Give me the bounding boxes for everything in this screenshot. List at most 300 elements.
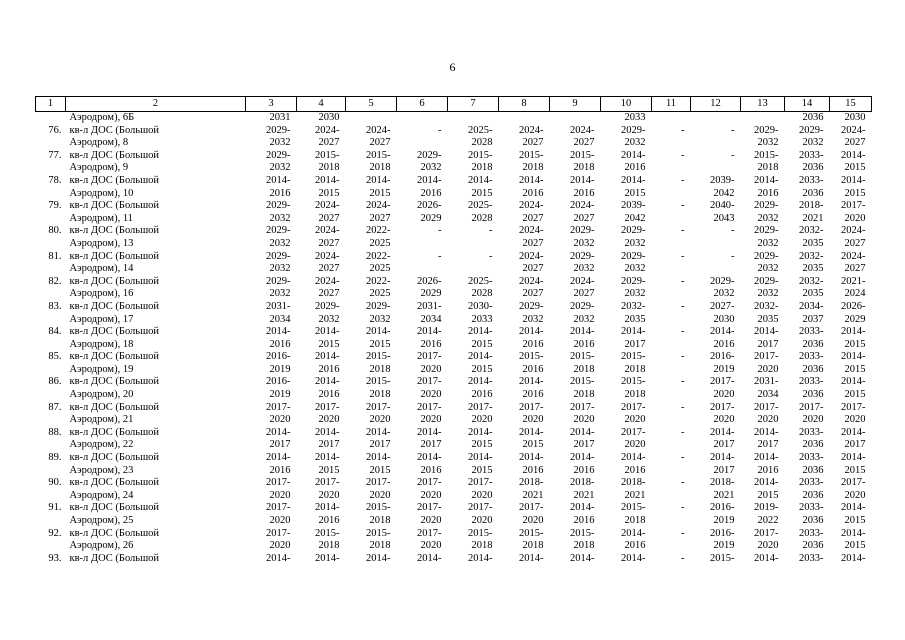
object-name-cell: Аэродром), 22 [69, 439, 134, 451]
year-range-cell: 2016 [573, 464, 595, 476]
year-range-cell: 2036 [802, 489, 824, 501]
year-range-cell [397, 238, 448, 251]
object-name-cell: кв-л ДОС (Большой [69, 452, 160, 464]
object-name-cell: Аэродром), 10 [69, 187, 134, 199]
year-range-cell: 2017- [710, 376, 735, 388]
year-range-cell: 2017- [754, 401, 779, 413]
year-range-cell: 2015 [844, 515, 866, 526]
year-range-cell: - [681, 552, 685, 564]
table-row [36, 162, 872, 175]
table-row [36, 528, 872, 541]
table-row [36, 137, 872, 150]
year-range-cell: 2017- [417, 351, 442, 363]
year-range-cell [652, 238, 691, 251]
year-range-cell: 2016 [420, 338, 442, 350]
year-range-cell: 2015- [315, 527, 340, 539]
year-range-cell: 2032- [754, 300, 779, 312]
year-range-cell: 2020 [369, 414, 391, 426]
year-range-cell: 2020 [369, 489, 391, 501]
year-range-cell [652, 364, 691, 377]
year-range-cell: 2030 [844, 112, 866, 123]
table-row [36, 502, 872, 515]
year-range-cell: 2016 [269, 338, 291, 350]
year-range-cell [652, 389, 691, 402]
year-range-cell: 2015 [844, 540, 866, 552]
year-range-cell: 2020 [420, 540, 442, 552]
object-name-cell: кв-л ДОС (Большой [69, 527, 160, 539]
table-row [36, 301, 872, 314]
object-name-cell: кв-л ДОС (Большой [69, 477, 160, 489]
year-range-cell: 2024- [570, 124, 595, 136]
year-range-cell: 2016 [573, 187, 595, 199]
year-range-cell: 2016 [522, 464, 544, 476]
column-header-15: 15 [830, 97, 872, 112]
year-range-cell: 2014- [315, 452, 340, 464]
year-range-cell: 2020 [420, 363, 442, 375]
year-range-cell: 2029- [266, 225, 291, 237]
year-range-cell: 2030 [713, 313, 735, 325]
year-range-cell: 2017- [417, 401, 442, 413]
year-range-cell: - [681, 376, 685, 388]
year-range-cell: 2016 [522, 338, 544, 350]
year-range-cell: 2014- [468, 452, 493, 464]
row-number-cell [36, 314, 66, 327]
year-range-cell: 2029- [570, 225, 595, 237]
year-range-cell [691, 238, 741, 251]
column-header-8: 8 [499, 97, 550, 112]
year-range-cell: 2017- [266, 401, 291, 413]
table-row [36, 112, 872, 125]
year-range-cell: 2016- [266, 351, 291, 363]
year-range-cell: 2027 [573, 137, 595, 149]
year-range-cell: 2015 [757, 489, 779, 501]
year-range-cell [448, 263, 499, 276]
year-range-cell: 2014- [315, 552, 340, 564]
year-range-cell: 2024- [519, 124, 544, 136]
year-range-cell: 2022- [366, 225, 391, 237]
year-range-cell: 2027 [369, 212, 391, 224]
year-range-cell: 2036 [802, 540, 824, 552]
object-name-cell: Аэродром), 20 [69, 389, 134, 401]
year-range-cell: 2014- [366, 326, 391, 338]
table-row [36, 389, 872, 402]
year-range-cell: 2037 [802, 313, 824, 325]
year-range-cell: 2025- [468, 124, 493, 136]
year-range-cell: - [731, 225, 735, 237]
object-name-cell: Аэродром), 11 [69, 212, 133, 224]
table-row [36, 553, 872, 566]
column-header-4: 4 [297, 97, 346, 112]
year-range-cell [691, 263, 741, 276]
column-header-13: 13 [741, 97, 785, 112]
row-number-cell: 83. [48, 300, 62, 312]
table-row [36, 200, 872, 213]
year-range-cell: 2025- [468, 200, 493, 212]
year-range-cell: 2022 [757, 515, 779, 526]
year-range-cell: 2015 [844, 338, 866, 350]
year-range-cell: 2018 [318, 540, 340, 552]
table-row [36, 339, 872, 352]
year-range-cell: 2020 [318, 414, 340, 426]
table-row [36, 376, 872, 389]
year-range-cell: 2027 [318, 137, 340, 149]
year-range-cell: 2014- [315, 326, 340, 338]
row-number-cell: 77. [48, 149, 62, 161]
year-range-cell: 2016- [710, 502, 735, 514]
year-range-cell: 2017- [570, 401, 595, 413]
year-range-cell: 2017- [621, 401, 646, 413]
year-range-cell: 2014- [841, 351, 866, 363]
year-range-cell: 2017- [417, 376, 442, 388]
year-range-cell: 2032- [799, 275, 824, 287]
year-range-cell: 2015 [369, 338, 391, 350]
row-number-cell [36, 162, 66, 175]
year-range-cell: 2032 [624, 263, 646, 275]
object-name-cell: Аэродром), 6Б [69, 112, 135, 123]
year-range-cell: 2015 [471, 338, 493, 350]
table-row [36, 364, 872, 377]
year-range-cell: 2017- [754, 527, 779, 539]
year-range-cell: 2014- [621, 452, 646, 464]
year-range-cell: 2014- [841, 552, 866, 564]
year-range-cell: 2029- [621, 225, 646, 237]
year-range-cell: 2036 [802, 439, 824, 451]
year-range-cell: 2025 [369, 237, 391, 249]
year-range-cell: 2027 [522, 137, 544, 149]
year-range-cell [741, 112, 785, 125]
year-range-cell: 2014- [621, 149, 646, 161]
year-range-cell: 2014- [366, 426, 391, 438]
year-range-cell: 2018- [519, 477, 544, 489]
year-range-cell: 2014- [841, 452, 866, 464]
year-range-cell: 2016 [318, 389, 340, 401]
year-range-cell: 2029- [266, 250, 291, 262]
year-range-cell: 2020 [471, 414, 493, 426]
year-range-cell: 2018 [471, 540, 493, 552]
year-range-cell: 2035 [802, 263, 824, 275]
column-header-2: 2 [66, 97, 246, 112]
year-range-cell: - [489, 225, 493, 237]
year-range-cell [652, 213, 691, 226]
row-number-cell [36, 137, 66, 150]
year-range-cell: 2014- [841, 426, 866, 438]
year-range-cell: 2032 [269, 263, 291, 275]
year-range-cell: 2021- [841, 275, 866, 287]
year-range-cell: 2029- [366, 300, 391, 312]
year-range-cell: 2025 [369, 263, 391, 275]
year-range-cell: 2015- [754, 149, 779, 161]
year-range-cell: 2031 [269, 112, 291, 123]
year-range-cell: 2016 [522, 363, 544, 375]
year-range-cell: 2019 [713, 515, 735, 526]
year-range-cell: 2014- [570, 552, 595, 564]
year-range-cell: 2034 [420, 313, 442, 325]
year-range-cell: 2017- [417, 477, 442, 489]
year-range-cell [652, 314, 691, 327]
year-range-cell: 2018 [369, 515, 391, 526]
year-range-cell: 2018 [573, 363, 595, 375]
year-range-cell: 2018- [570, 477, 595, 489]
year-range-cell: 2017- [519, 502, 544, 514]
year-range-cell: 2014- [621, 552, 646, 564]
object-name-cell: кв-л ДОС (Большой [69, 250, 160, 262]
year-range-cell [652, 515, 691, 528]
year-range-cell: 2027 [318, 237, 340, 249]
year-range-cell: 2015- [519, 351, 544, 363]
year-range-cell: 2018 [522, 540, 544, 552]
year-range-cell: 2015- [366, 376, 391, 388]
year-range-cell: 2014- [570, 174, 595, 186]
table-row [36, 351, 872, 364]
year-range-cell: 2016 [522, 389, 544, 401]
year-range-cell: 2020 [522, 515, 544, 526]
year-range-cell: 2014- [315, 426, 340, 438]
year-range-cell: 2015- [366, 149, 391, 161]
year-range-cell: 2028 [471, 288, 493, 300]
row-number-cell [36, 213, 66, 226]
object-name-cell: кв-л ДОС (Большой [69, 124, 160, 136]
year-range-cell: 2017- [266, 527, 291, 539]
year-range-cell: 2017 [624, 338, 646, 350]
year-range-cell: 2015 [318, 464, 340, 476]
year-range-cell [652, 465, 691, 478]
row-number-cell: 90. [48, 477, 62, 489]
year-range-cell: 2024- [315, 275, 340, 287]
year-range-cell: 2014- [841, 527, 866, 539]
year-range-cell: 2018 [624, 363, 646, 375]
year-range-cell: 2017 [420, 439, 442, 451]
table-row [36, 213, 872, 226]
year-range-cell: 2020 [802, 414, 824, 426]
year-range-cell: 2014- [519, 376, 544, 388]
year-range-cell: 2016 [522, 187, 544, 199]
year-range-cell: 2014- [417, 426, 442, 438]
year-range-cell [397, 263, 448, 276]
year-range-cell: - [681, 426, 685, 438]
year-range-cell: 2014- [417, 174, 442, 186]
year-range-cell [652, 540, 691, 553]
year-range-cell: 2035 [624, 313, 646, 325]
year-range-cell [652, 162, 691, 175]
year-range-cell: 2016 [420, 187, 442, 199]
year-range-cell: 2020 [713, 389, 735, 401]
year-range-cell: 2032 [269, 212, 291, 224]
year-range-cell: 2022- [366, 275, 391, 287]
year-range-cell: 2020 [420, 389, 442, 401]
year-range-cell [652, 137, 691, 150]
year-range-cell: 2014- [621, 174, 646, 186]
year-range-cell: 2016 [624, 540, 646, 552]
year-range-cell: 2015 [844, 187, 866, 199]
year-range-cell: 2017 [269, 439, 291, 451]
year-range-cell: 2017 [713, 464, 735, 476]
year-range-cell: 2026- [841, 300, 866, 312]
year-range-cell: 2029- [519, 300, 544, 312]
year-range-cell: 2015- [570, 527, 595, 539]
year-range-cell: 2020 [757, 363, 779, 375]
object-name-cell: Аэродром), 8 [69, 137, 129, 149]
year-range-cell: 2020 [757, 414, 779, 426]
year-range-cell: 2015 [844, 389, 866, 401]
year-range-cell: 2015 [844, 162, 866, 174]
year-range-cell: 2027 [318, 288, 340, 300]
row-number-cell [36, 238, 66, 251]
row-number-cell: 76. [48, 124, 62, 136]
table-row [36, 540, 872, 553]
table-row [36, 402, 872, 415]
year-range-cell: 2017- [417, 502, 442, 514]
year-range-cell [448, 238, 499, 251]
year-range-cell: 2029- [754, 250, 779, 262]
row-number-cell: 80. [48, 225, 62, 237]
year-range-cell: 2014- [570, 426, 595, 438]
year-range-cell: 2015- [366, 502, 391, 514]
year-range-cell: 2014- [570, 502, 595, 514]
year-range-cell: 2018 [522, 162, 544, 174]
year-range-cell: 2036 [802, 464, 824, 476]
year-range-cell: 2016- [710, 527, 735, 539]
year-range-cell: 2019 [269, 389, 291, 401]
year-range-cell: 2021 [802, 212, 824, 224]
year-range-cell: 2015- [519, 149, 544, 161]
year-range-cell: 2018 [369, 363, 391, 375]
year-range-cell: 2027 [522, 212, 544, 224]
year-range-cell: 2014- [841, 376, 866, 388]
year-range-cell: 2017- [315, 477, 340, 489]
table-row [36, 439, 872, 452]
year-range-cell: 2017- [754, 351, 779, 363]
year-range-cell: 2029 [420, 212, 442, 224]
year-range-cell: 2014- [315, 502, 340, 514]
year-range-cell: 2016 [713, 338, 735, 350]
year-range-cell [691, 112, 741, 125]
year-range-cell: 2017- [468, 401, 493, 413]
year-range-cell: 2024- [315, 225, 340, 237]
year-range-cell: 2015- [519, 527, 544, 539]
year-range-cell [397, 137, 448, 150]
year-range-cell: 2032 [269, 162, 291, 174]
year-range-cell: 2016 [269, 187, 291, 199]
row-number-cell: 85. [48, 351, 62, 363]
year-range-cell: - [438, 250, 442, 262]
year-range-cell: 2036 [802, 338, 824, 350]
year-range-cell: 2029 [844, 313, 866, 325]
year-range-cell [448, 112, 499, 125]
year-range-cell: 2018 [757, 162, 779, 174]
table-row [36, 263, 872, 276]
year-range-cell: 2015 [471, 439, 493, 451]
year-range-cell: 2024- [366, 124, 391, 136]
year-range-cell: 2029- [621, 124, 646, 136]
year-range-cell: 2031- [266, 300, 291, 312]
year-range-cell: 2036 [802, 515, 824, 526]
year-range-cell: 2032- [799, 225, 824, 237]
object-name-cell: Аэродром), 26 [69, 540, 134, 552]
year-range-cell: 2018- [621, 477, 646, 489]
row-number-cell: 84. [48, 326, 62, 338]
year-range-cell: 2015 [369, 187, 391, 199]
year-range-cell: 2043 [713, 212, 735, 224]
year-range-cell: 2028 [471, 137, 493, 149]
year-range-cell: 2017- [841, 477, 866, 489]
year-range-cell: 2017- [621, 426, 646, 438]
year-range-cell: 2020 [757, 540, 779, 552]
year-range-cell: 2018 [573, 162, 595, 174]
year-range-cell: 2017- [366, 401, 391, 413]
year-range-cell: 2033 [624, 112, 646, 123]
row-number-cell [36, 188, 66, 201]
year-range-cell: 2029- [799, 124, 824, 136]
year-range-cell [652, 112, 691, 125]
year-range-cell: 2020 [269, 540, 291, 552]
year-range-cell: 2017- [710, 401, 735, 413]
object-name-cell: Аэродром), 14 [69, 263, 134, 275]
row-number-cell [36, 389, 66, 402]
year-range-cell: 2035 [757, 313, 779, 325]
year-range-cell: 2025- [468, 275, 493, 287]
year-range-cell: 2027 [844, 263, 866, 275]
year-range-cell: 2027 [844, 137, 866, 149]
year-range-cell: 2020 [420, 489, 442, 501]
year-range-cell: 2015 [844, 464, 866, 476]
row-number-cell: 91. [48, 502, 62, 514]
year-range-cell: 2032- [799, 250, 824, 262]
year-range-cell: 2015- [570, 376, 595, 388]
year-range-cell: 2014- [710, 426, 735, 438]
year-range-cell: 2019 [713, 540, 735, 552]
year-range-cell: 2033- [799, 426, 824, 438]
year-range-cell: 2036 [802, 112, 824, 123]
year-range-cell: 2020 [844, 212, 866, 224]
year-range-cell: 2021 [624, 489, 646, 501]
object-name-cell: кв-л ДОС (Большой [69, 552, 160, 564]
year-range-cell: 2017 [713, 439, 735, 451]
year-range-cell: 2015- [315, 149, 340, 161]
table-row [36, 465, 872, 478]
year-range-cell: 2017 [369, 439, 391, 451]
year-range-cell: 2021 [713, 489, 735, 501]
year-range-cell: 2014- [519, 326, 544, 338]
row-number-cell [36, 288, 66, 301]
year-range-cell: 2026- [417, 200, 442, 212]
row-number-cell [36, 364, 66, 377]
object-name-cell: кв-л ДОС (Большой [69, 200, 160, 212]
year-range-cell: 2029- [570, 300, 595, 312]
row-number-cell [36, 515, 66, 528]
row-number-cell: 86. [48, 376, 62, 388]
year-range-cell: 2014- [468, 552, 493, 564]
year-range-cell: 2024- [519, 200, 544, 212]
table-row [36, 326, 872, 339]
year-range-cell: 2032 [757, 212, 779, 224]
year-range-cell: 2020 [713, 414, 735, 426]
column-header-11: 11 [652, 97, 691, 112]
year-range-cell: 2021 [522, 489, 544, 501]
year-range-cell: 2032 [318, 313, 340, 325]
year-range-cell: 2016 [573, 338, 595, 350]
year-range-cell: 2017- [519, 401, 544, 413]
row-number-cell [36, 112, 66, 125]
year-range-cell: 2014- [266, 552, 291, 564]
year-range-cell: 2014- [266, 174, 291, 186]
year-range-cell: 2031- [754, 376, 779, 388]
year-range-cell: - [681, 174, 685, 186]
year-range-cell [652, 188, 691, 201]
year-range-cell: 2024- [366, 200, 391, 212]
year-range-cell: 2014- [468, 351, 493, 363]
year-range-cell: 2033- [799, 351, 824, 363]
year-range-cell: 2032 [573, 263, 595, 275]
